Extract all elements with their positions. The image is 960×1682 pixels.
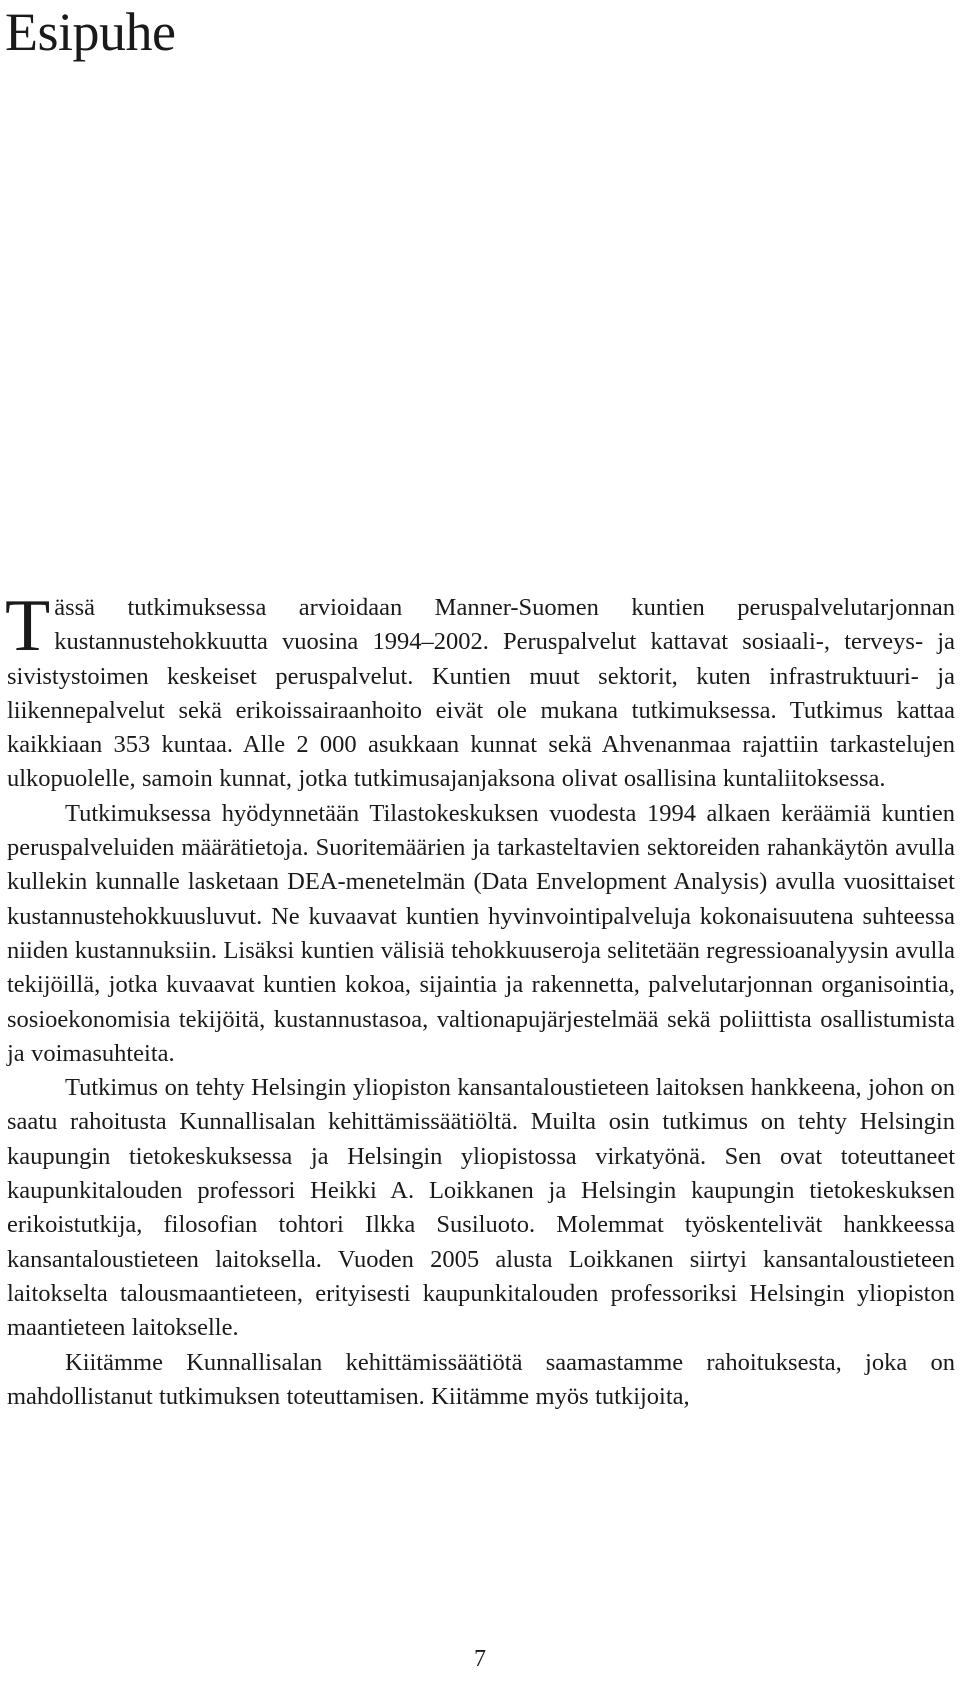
page-number: 7 [474, 1646, 486, 1672]
preface-body [5, 585, 955, 1414]
paragraph-2: Tutkimuksessa hyödynnetään Tilastokeskuksen vuodesta 1994 alkaen keräämiä kuntien peruspalveluiden määrätietoja. Suoritemäärien ja tarkasteltavien sektoreiden rahankäytön avulla kullekin kunnalle lasketaan DEA-menetelmän (Data Envelopment Analysis) avulla vuosittaiset kustannustehokkuusluvut. Ne kuvaavat kuntien hyvinvointipalveluja kokonaisuutena suhteessa niiden kustannuksiin. Lisäksi kuntien välisiä tehokkuuseroja selitetään regressioanalyysin avulla tekijöillä, jotka kuvaavat kuntien kokoa, sijaintia ja rakennetta, palvelutarjonnan organisointia, sosioekonomisia tekijöitä, kustannustasoa, valtionapujärjestelmää sekä poliittista osallistumista ja voimasuhteita. [7, 799, 955, 1067]
paragraph-text: ässä tutkimuksessa arvioidaan Manner-Suomen kuntien peruspalvelutarjonnan kustannustehokkuutta vuosina 1994–2002. Peruspalvelut kattavat sosiaali-, terveys- ja sivistystoimen keskeiset peruspalvelut. Kuntien muut sektorit, kuten infrastruktuuri- ja liikennepalvelut sekä erikoissairaanhoito eivät ole mukana tutkimuksessa. Tutkimus kattaa kaikkiaan 353 kuntaa. Alle 2 000 asukkaan kunnat sekä Ahvenanmaa rajattiin tarkastelujen ulkopuolelle, samoin kunnat, jotka tutkimusajanjaksona olivat osallisina kuntaliitoksessa. [7, 594, 955, 793]
page-title: Esipuhe [5, 2, 176, 62]
paragraph-3: Tutkimus on tehty Helsingin yliopiston kansantaloustieteen laitoksen hankkeena, johon on saatu rahoitusta Kunnallisalan kehittämissäätiöltä. Muilta osin tutkimus on tehty Helsingin kaupungin tietokeskuksessa ja Helsingin yliopistossa virkatyönä. Sen ovat toteuttaneet kaupunkitalouden professori Heikki A. Loikkanen ja Helsingin kaupungin tietokeskuksen erikoistutkija, filosofian tohtori Ilkka Susiluoto. Molemmat työskentelivät hankkeessa kansantaloustieteen laitoksella. Vuoden 2005 alusta Loikkanen siirtyi kansantaloustieteen laitokselta talousmaantieteen, erityisesti kaupunkitalouden professoriksi Helsingin yliopiston maantieteen laitokselle. [7, 1074, 955, 1342]
paragraph-1 [5, 585, 955, 797]
paragraph-4: Kiitämme Kunnallisalan kehittämissäätiötä saamastamme rahoituksesta, joka on mahdollistanut tutkimuksen toteuttamisen. Kiitämme myös tutkijoita, [7, 1348, 955, 1410]
drop-cap: T [5, 585, 51, 667]
